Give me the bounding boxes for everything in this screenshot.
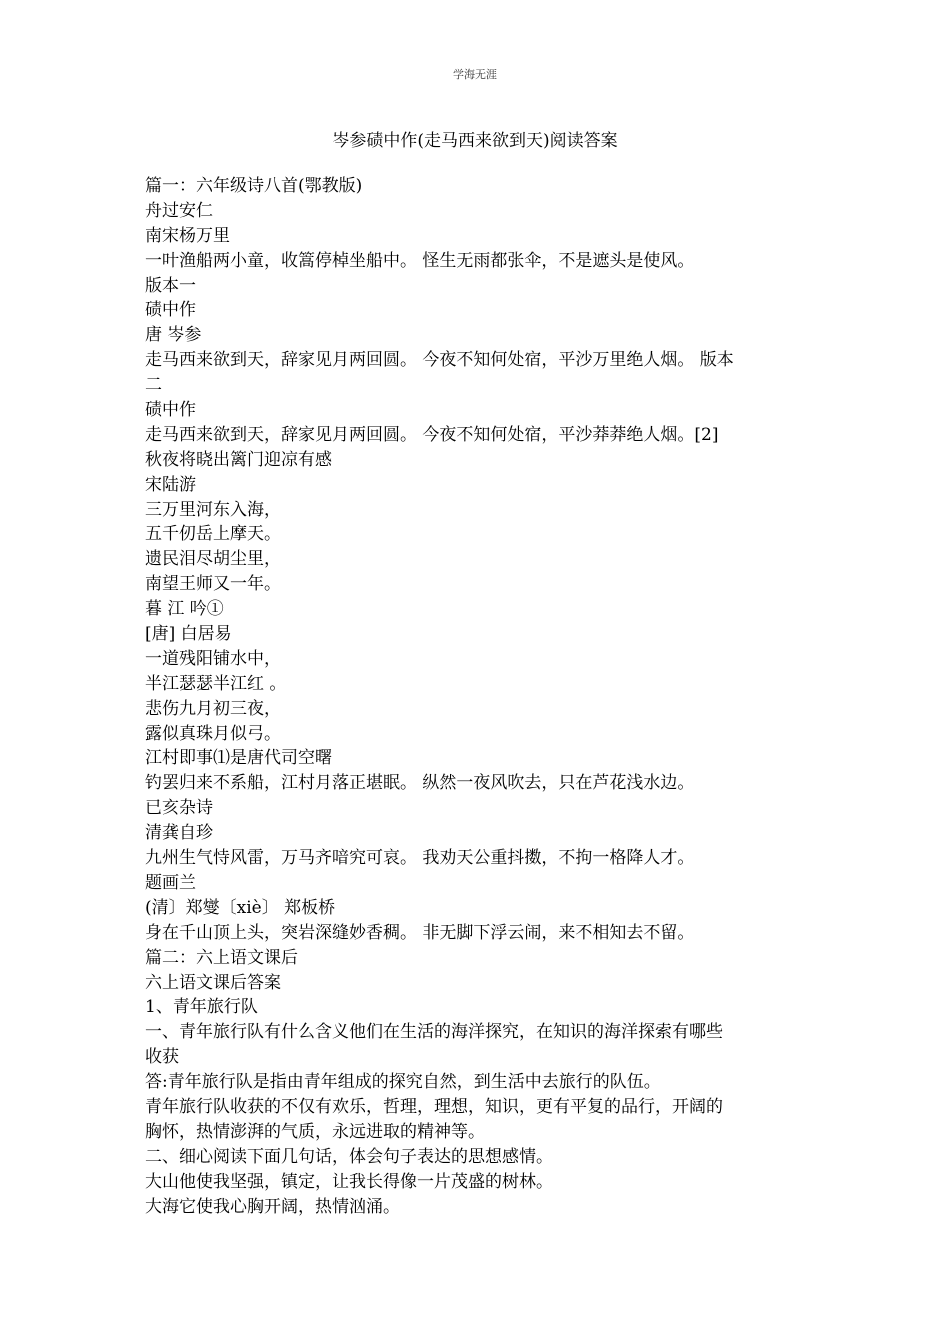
text-line: 宋陆游 [145,474,196,495]
text-line: 暮 江 吟① [145,599,224,620]
text-line: 钓罢归来不系船，江村月落正堪眠。 纵然一夜风吹去，只在芦花浅水边。 [145,773,695,794]
text-line: 半江瑟瑟半江红 。 [145,673,287,694]
text-line: 江村即事⑴是唐代司空曙 [145,748,332,769]
text-line: 青年旅行队收获的不仅有欢乐，哲理，理想，知识，更有平复的品行，开阔的 [145,1096,723,1117]
text-line: [唐] 白居易 [145,624,232,645]
text-line: 碛中作 [145,400,196,421]
text-line: 露似真珠月似弓。 [145,723,281,744]
text-line: 南宋杨万里 [145,225,230,246]
text-line: 胸怀，热情澎湃的气质，永远进取的精神等。 [145,1121,485,1142]
document-title: 岑参碛中作(走马西来欲到天)阅读答案 [332,131,618,151]
text-line: 一道残阳铺水中， [145,648,281,669]
text-line: 舟过安仁 [145,200,213,221]
text-line: 题画兰 [145,872,196,893]
text-line: 九州生气恃风雷，万马齐喑究可哀。 我劝天公重抖擞，不拘一格降人才。 [145,848,695,869]
text-line: 一、青年旅行队有什么含义他们在生活的海洋探究，在知识的海洋探索有哪些 [145,1022,723,1043]
text-line: 一叶渔船两小童，收篙停棹坐船中。 怪生无雨都张伞，不是遮头是使风。 [145,250,695,271]
text-line: 篇二：六上语文课后 [145,947,298,968]
text-line: 二 [145,375,162,396]
text-line: 秋夜将晓出篱门迎凉有感 [145,449,332,470]
text-line: 版本一 [145,275,196,296]
document-body [145,174,810,1219]
text-line: 1、青年旅行队 [145,997,258,1018]
text-line: (清〕郑燮〔xiè〕 郑板桥 [145,897,336,918]
text-line: 悲伤九月初三夜， [145,698,281,719]
text-line: 清龚自珍 [145,823,213,844]
text-line: 身在千山顶上头，突岩深缝妙香稠。 非无脚下浮云闹，来不相知去不留。 [145,922,695,943]
text-line: 三万里河东入海， [145,499,281,520]
text-line: 唐 岑参 [145,325,202,346]
text-line: 大山他使我坚强，镇定，让我长得像一片茂盛的树林。 [145,1171,553,1192]
text-line: 已亥杂诗 [145,798,213,819]
text-line: 大海它使我心胸开阔，热情汹涌。 [145,1196,400,1217]
text-line: 五千仞岳上摩天。 [145,524,281,545]
text-line: 走马西来欲到天，辞家见月两回圆。 今夜不知何处宿，平沙莽莽绝人烟。[2] [145,424,719,445]
text-line: 二、细心阅读下面几句话，体会句子表达的思想感情。 [145,1146,553,1167]
text-line: 遗民泪尽胡尘里， [145,549,281,570]
text-line: 答:青年旅行队是指由青年组成的探究自然，到生活中去旅行的队伍。 [145,1072,661,1093]
text-line: 六上语文课后答案 [145,972,281,993]
text-line: 收获 [145,1047,179,1068]
text-line: 篇一：六年级诗八首(鄂教版) [145,176,363,196]
text-line: 走马西来欲到天，辞家见月两回圆。 今夜不知何处宿，平沙万里绝人烟。 版本 [145,350,734,371]
page-header: 学海无涯 [453,68,497,81]
text-line: 碛中作 [145,300,196,321]
text-line: 南望王师又一年。 [145,574,281,595]
